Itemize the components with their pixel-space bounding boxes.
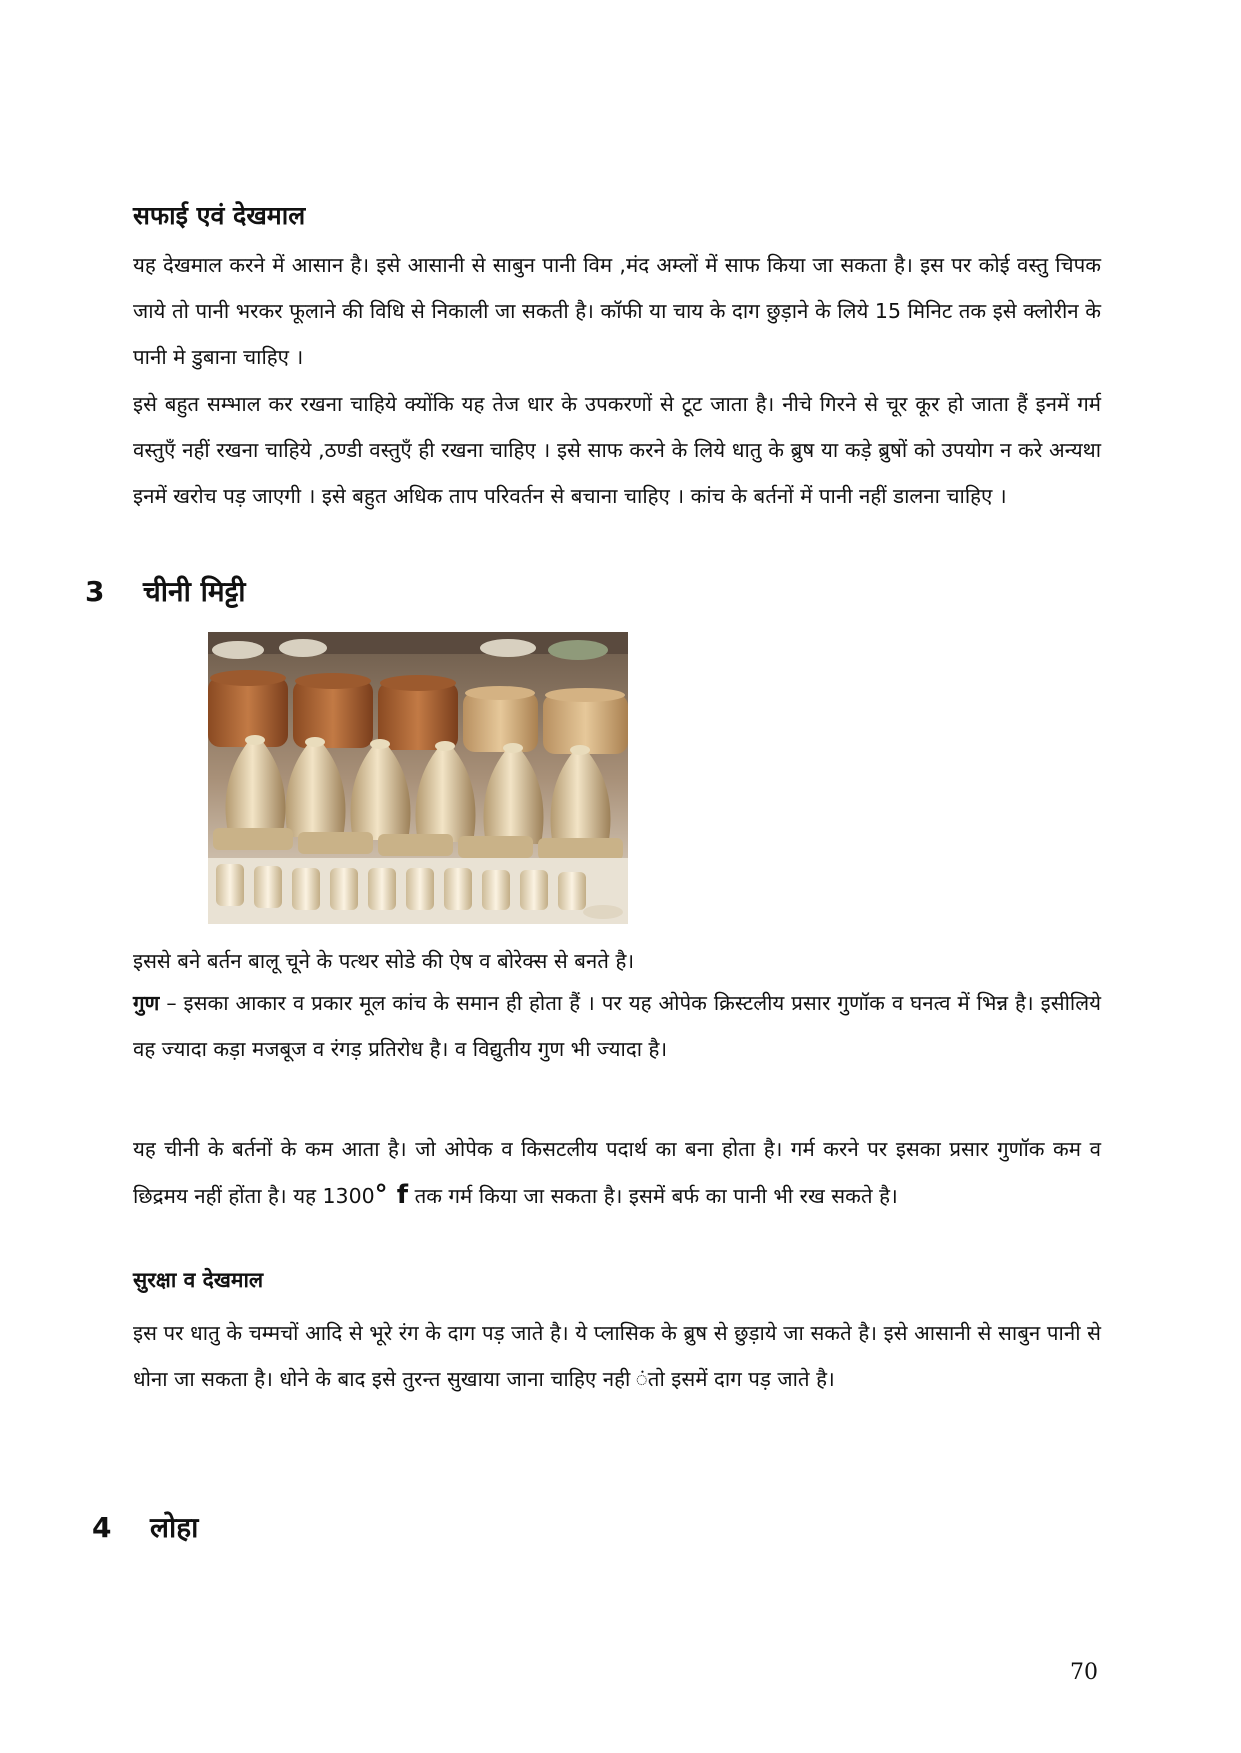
section-3-number: 3 <box>85 575 105 608</box>
ceramic-intro-paragraph: इससे बने बर्तन बालू चूने के पत्थर सोडे की ऐष व बोरेक्स से बनते है। <box>133 949 635 973</box>
usage-text-after: तक गर्म किया जा सकता है। इसमें बर्फ का पानी भी रख सकते है। <box>408 1184 898 1208</box>
properties-label: गुण <box>133 991 160 1015</box>
section-3-title: चीनी मिट्टी <box>143 575 246 608</box>
safety-heading: सुरक्षा व देखमाल <box>133 1268 264 1292</box>
care-paragraph-1: यह देखमाल करने में आसान है। इसे आसानी से साबुन पानी विम ,मंद अम्लों में साफ किया जा सकता है। इस पर कोई वस्तु चिपक जाये तो पानी भरकर फूलाने की विधि से निकाली जा सकती है। कॉफी या चाय के दाग छुड़ाने के लिये 15 मिनिट तक इसे क्लोरीन के पानी मे डुबाना चाहिए । <box>133 253 1101 369</box>
properties-text: – इसका आकार व प्रकार मूल कांच के समान ही होता हैं । पर यह ओपेक क्रिस्टलीय प्रसार गुणॉक व घनत्व में भिन्न है। इसीलिये वह ज्यादा कड़ा मजबूज व रंगड़ प्रतिरोध है। व विद्युतीय गुण भी ज्यादा है। <box>133 991 1101 1061</box>
section-3-heading <box>85 572 246 610</box>
safety-paragraph: इस पर धातु के चम्मचों आदि से भूरे रंग के दाग पड़ जाते है। ये प्लासिक के ब्रुष से छुड़ाये जा सकते है। इसे आसानी से साबुन पानी से धोना जा सकता है। धोने के बाद इसे तुरन्त सुखाया जाना चाहिए नही ंतो इसमें दाग पड़ जाते है। <box>133 1321 1101 1391</box>
section-4-heading <box>92 1508 198 1546</box>
ceramic-pottery-photo <box>208 632 628 924</box>
care-paragraph-2: इसे बहुत सम्भाल कर रखना चाहिये क्योंकि यह तेज धार के उपकरणों से टूट जाता है। नीचे गिरने से चूर कूर हो जाता हैं इनमें गर्म वस्तुऍं नहीं रखना चाहिये ,ठण्डी वस्तुऍं ही रखना चाहिए । इसे साफ करने के लिये धातु के ब्रुष या कड़े ब्रुषों को उपयोग न करे अन्यथा इनमें खरोच पड़ जाएगी । इसे बहुत अधिक ताप परिवर्तन से बचाना चाहिए । कांच के बर्तनों में पानी नहीं डालना चाहिए । <box>133 392 1101 508</box>
usage-degree-unit: ° f <box>374 1180 409 1210</box>
properties-paragraph <box>133 980 1101 1072</box>
usage-text-before: यह चीनी के बर्तनों के कम आता है। जो ओपेक व किसटलीय पदार्थ का बना होता है। गर्म करने पर इसका प्रसार गुणॉक कम व छिद्रमय नहीं होंता है। यह 1300 <box>133 1137 1101 1208</box>
page-number: 70 <box>1070 1660 1098 1685</box>
usage-paragraph <box>133 1126 1101 1219</box>
section-4-title: लोहा <box>150 1511 199 1544</box>
care-heading: सफाई एवं देखमाल <box>133 201 306 230</box>
section-4-number: 4 <box>92 1511 112 1544</box>
